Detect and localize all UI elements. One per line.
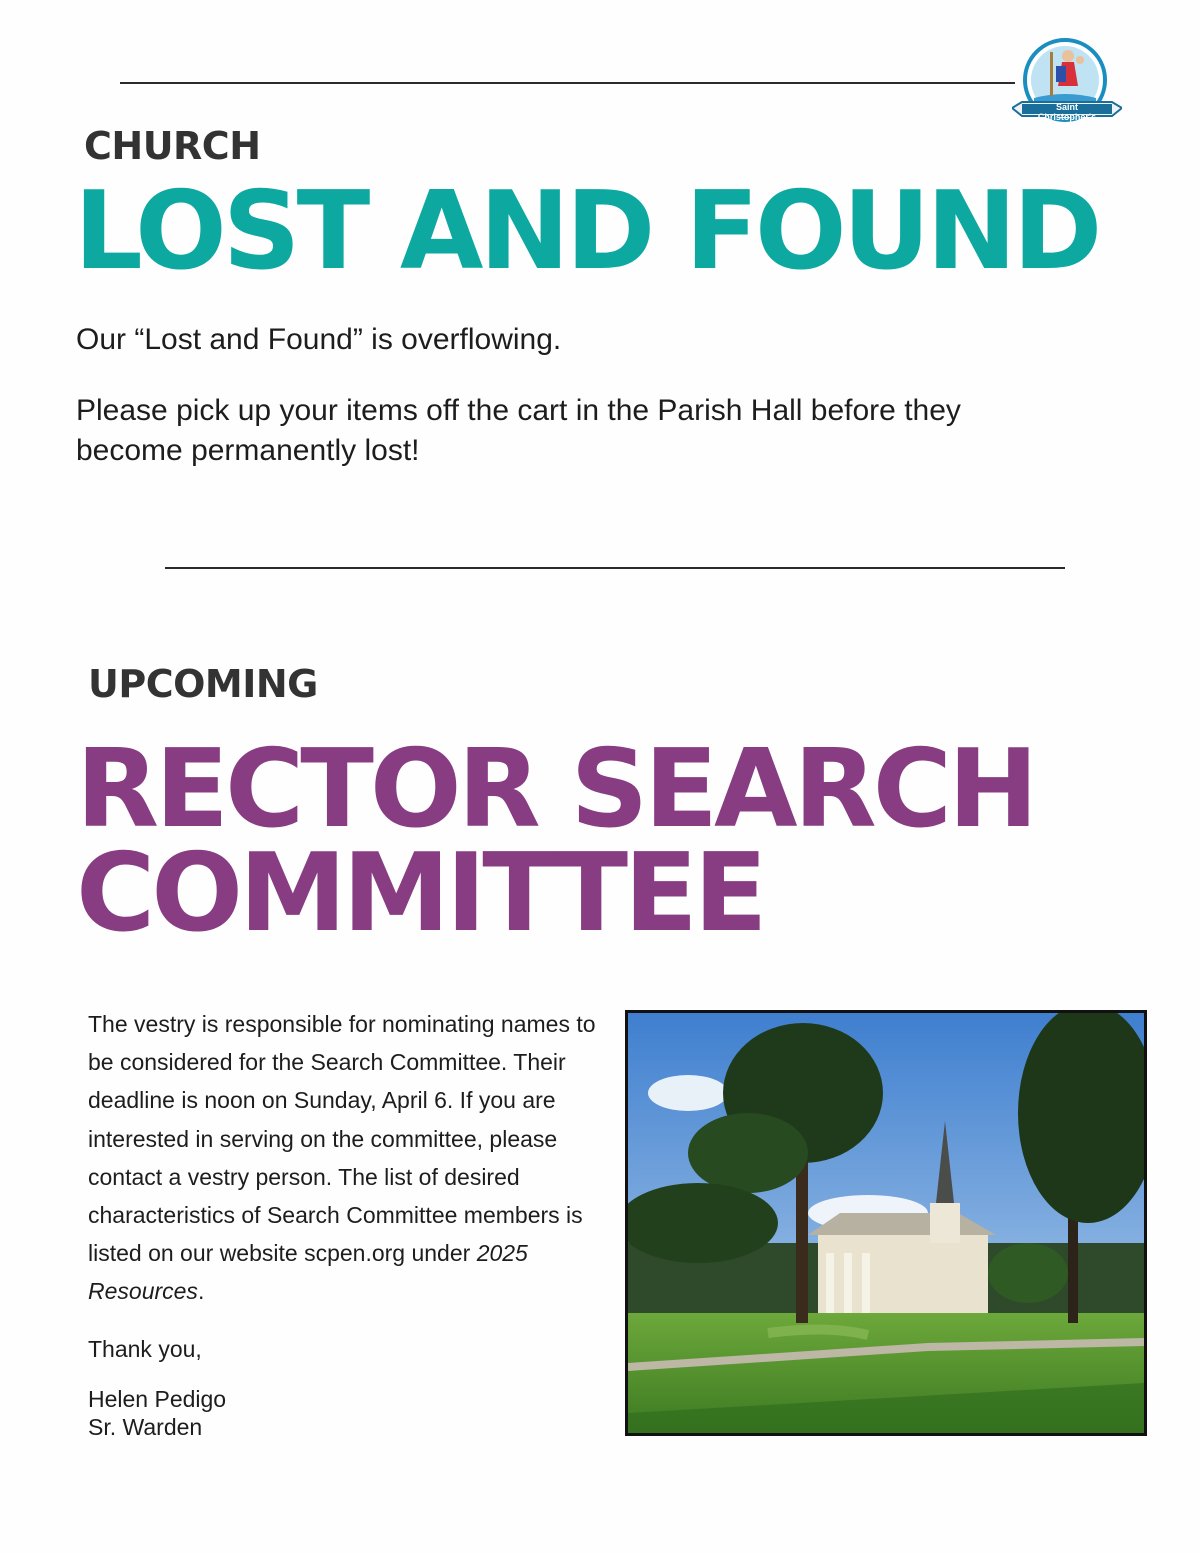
signer-title: Sr. Warden	[88, 1414, 203, 1440]
signer-name: Helen Pedigo	[88, 1386, 227, 1412]
saint-christopher-logo-icon	[1012, 38, 1122, 132]
signature-block	[88, 1385, 226, 1441]
middle-divider	[165, 567, 1065, 569]
headline-rector-search-committee	[76, 727, 1035, 956]
church-photo	[625, 1010, 1147, 1436]
vestry-paragraph-end: .	[197, 1278, 205, 1305]
headline-lost-and-found: LOST AND FOUND	[74, 169, 1099, 294]
vestry-paragraph-main: The vestry is responsible for nominating names to be considered for the Search Committee. Their deadline is noon on Sunday, April 6. If you are interested in serving on the committee, please contact a vestry person. The list of desired characteristics of Search Committee members is listed on our website scpen.org under	[88, 1011, 596, 1267]
top-divider	[120, 82, 1015, 84]
thanks-line: Thank you,	[88, 1336, 202, 1362]
lost-found-line-1: Our “Lost and Found” is overflowing.	[76, 323, 562, 356]
vestry-paragraph	[88, 1005, 608, 1311]
lost-found-line-2: Please pick up your items off the cart in the Parish Hall before they become permanently lost!	[76, 394, 961, 467]
section-kicker-church: CHURCH	[84, 124, 261, 168]
section-kicker-upcoming: UPCOMING	[88, 662, 318, 706]
logo-label: Saint Christopher's	[1037, 102, 1097, 122]
headline-line-1: RECTOR SEARCH	[76, 727, 1035, 852]
headline-line-2: COMMITTEE	[76, 831, 764, 956]
resources-link-text: 2025 Resources	[88, 1240, 528, 1305]
